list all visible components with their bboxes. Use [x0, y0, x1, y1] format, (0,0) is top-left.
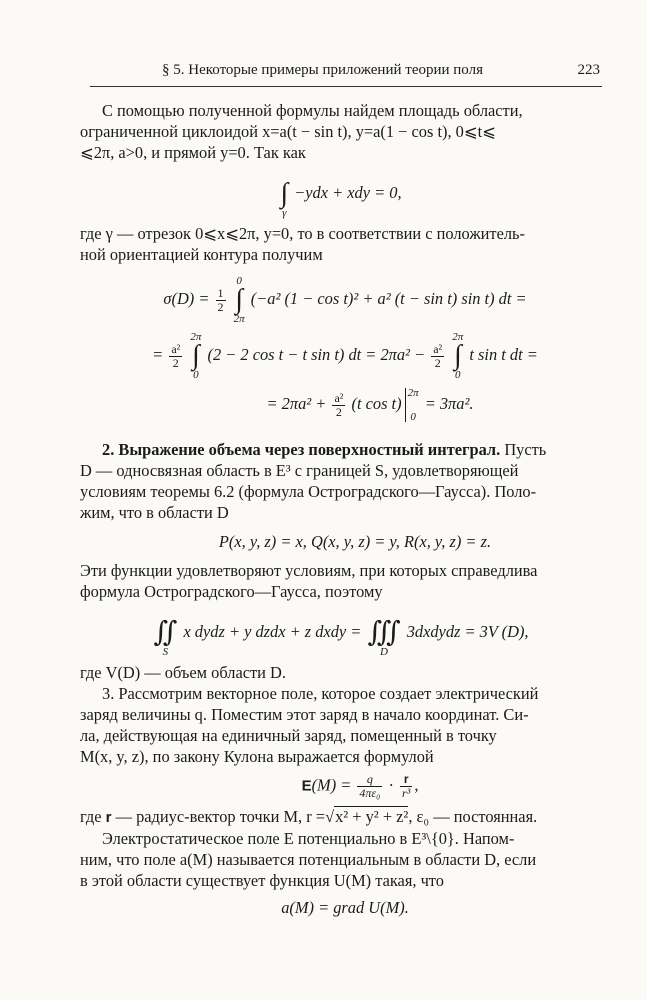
header-rule [90, 86, 602, 87]
equation-5: P(x, y, z) = x, Q(x, y, z) = y, R(x, y, z) = z. [218, 532, 492, 551]
fraction: $\frac{r}{\text{r³}}$ [402, 772, 411, 800]
paragraph-6: 3. Рассмотрим векторное поле, которое создает электрический заряд величины q. Поместим этот заряд в начало координат. Си- ла, действующая на единичный заряд, помещенный в точку M(x, y, z), по закону Кулона выражается формулой [80, 684, 539, 766]
evaluation-bar [405, 388, 406, 422]
equation-3: = $\frac{\text{a²}}{2}$ 2π ∫ 0 (2 − 2 cos t − t sin t) dt = 2πa² − $\frac{\text{a²}}{2}$ 2π ∫ 0 t sin t dt = [152, 331, 538, 381]
paragraph-2: где γ — отрезок 0⩽x⩽2π, y=0, то в соответствии с положитель- ной ориентацией контура получим [80, 224, 525, 264]
paragraph-5: где V(D) — объем области D. [80, 663, 286, 682]
double-integral-sign: ∬ S [153, 617, 178, 658]
page-body [80, 96, 600, 918]
integral-sign: 2π ∫ 0 [452, 331, 464, 381]
equation-6: ∬ S x dydz + y dzdx + z dxdy = ∭ D 3dxdydz = 3V (D), [80, 608, 600, 658]
integral-sign: ∫ γ [280, 178, 289, 219]
subsection-heading: 2. Выражение объема через поверхностный интеграл. [102, 440, 501, 459]
fraction: $\frac{1}{2}$ [217, 285, 224, 314]
fraction: $\frac{q}{\text{4πε₀}}$ [359, 772, 381, 800]
equation-4: = 2πa² + $\frac{\text{a²}}{2}$ (t cos t) 2π 0 = 3πa². [266, 387, 474, 423]
equation-8: a(M) = grad U(M). [281, 898, 409, 917]
integral-sign: 0 ∫ 2π [233, 275, 245, 325]
sqrt-expression: x² + y² + z² [335, 807, 409, 826]
section-title: § 5. Некоторые примеры приложений теории поля [162, 62, 483, 78]
equation-7: E(M) = $\frac{q}{\text{4πε₀}}$ · $\frac{r}{\text{r³}}$ , [301, 772, 419, 800]
fraction: $\frac{\text{a²}}{2}$ [334, 390, 344, 419]
triple-integral-sign: ∭ D [367, 617, 401, 658]
equation-2: σ(D) = $\frac{1}{2}$ 0 ∫ 2π (−a² (1 − cos t)² + a² (t − sin t) sin t) dt = [163, 275, 527, 325]
fraction: $\frac{\text{a²}}{2}$ [433, 341, 443, 370]
fraction: $\frac{\text{a²}}{2}$ [171, 341, 181, 370]
paragraph-4: Эти функции удовлетворяют условиям, при которых справедлива формула Остроградского—Гаусса, поэтому [80, 561, 538, 601]
page-number: 223 [577, 62, 600, 78]
integral-sign: 2π ∫ 0 [190, 331, 202, 381]
paragraph-1: С помощью полученной формулы найдем площадь области, ограниченной циклоидой x=a(t − sin t), y=a(1 − cos t), 0⩽t⩽ ⩽2π, a>0, и прямой y=0. Так как [80, 101, 523, 162]
equation-1: ∫ γ −ydx + xdy = 0, [80, 169, 600, 219]
paragraph-3: 2. Выражение объема через поверхностный интеграл. Пусть D — односвязная область в E³ с границей S, удовлетворяющей условиям теоремы 6.2 (формула Остроградского—Гаусса). Поло- жим, что в области D [80, 440, 547, 522]
paragraph-7: где r — радиус-вектор точки M, r =√x² + y² + z², ε₀ — постоянная. Электростатическое поле E потенциально в E³\{0}. Напом- ним, что поле a(M) называется потенциальным в области D, если в этой области существует функция U(M) такая, что [80, 807, 538, 890]
